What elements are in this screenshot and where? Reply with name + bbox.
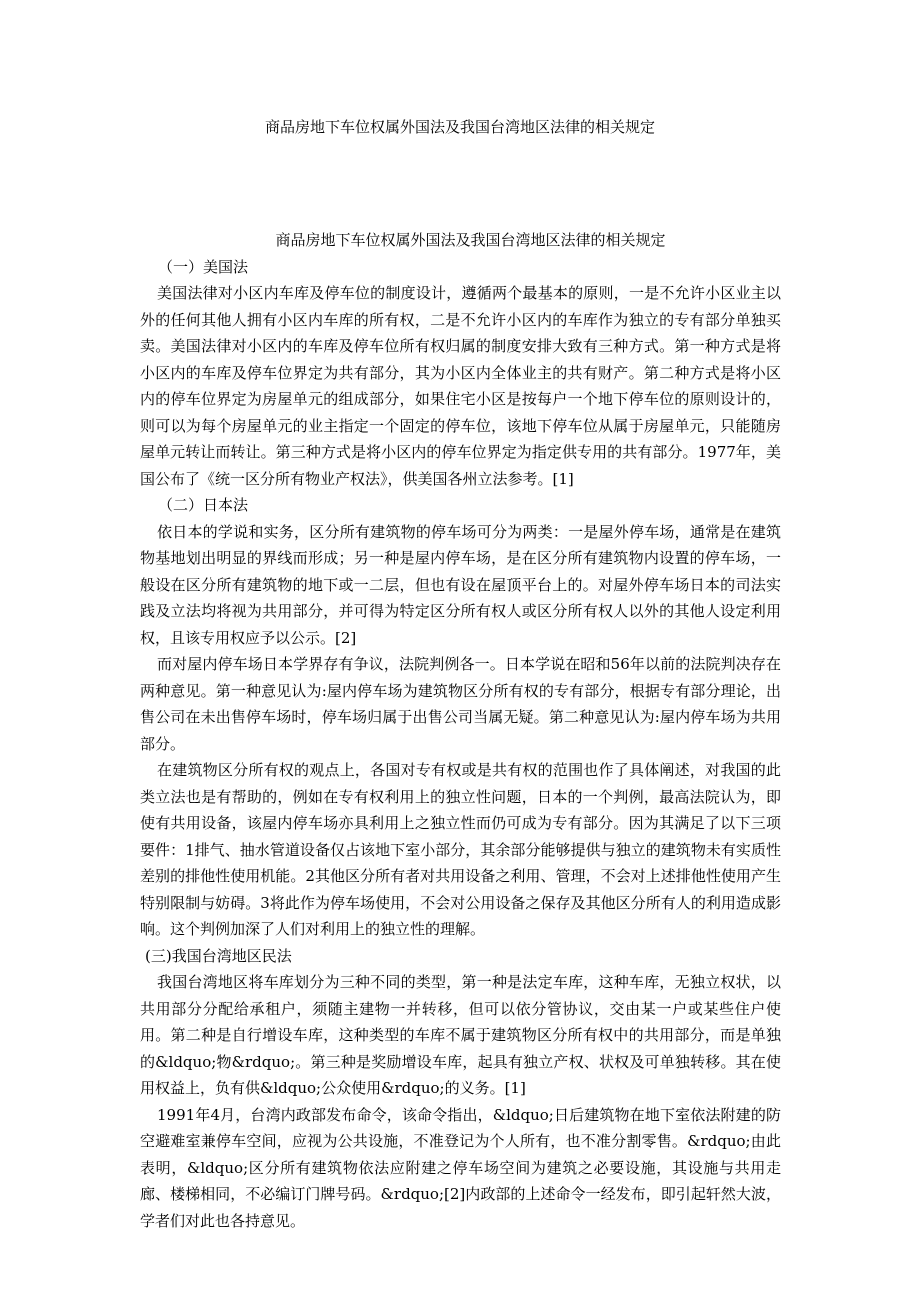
paragraph: 1991年4月，台湾内政部发布命令，该命令指出，&ldquo;日后建筑物在地下室依法附建的防空避难室兼停车空间，应视为公共设施，不准登记为个人所有，也不准分割零售。&rdquo;由此表明，&ldquo;区分所有建筑物依法应附建之停车场空间为建筑之必要设施，其设施与共用走廊、楼梯相同，不必编订门牌号码。&rdquo;[2]内政部的上述命令一经发布，即引起轩然大波，学者们对此也各持意见。 [140, 1105, 781, 1230]
paragraph: 而对屋内停车场日本学界存有争议，法院判例各一。日本学说在昭和56年以前的法院判决存在两种意见。第一种意见认为:屋内停车场为建筑物区分所有权的专有部分，根据专有部分理论，出售公司在未出售停车场时，停车场归属于出售公司当属无疑。第二种意见认为:屋内停车场为共用部分。 [140, 655, 781, 753]
paragraph: 美国法律对小区内车库及停车位的制度设计，遵循两个最基本的原则，一是不允许小区业主以外的任何其他人拥有小区内车库的所有权，二是不允许小区内的车库作为独立的专有部分单独买卖。美国法律对小区内的车库及停车位所有权归属的制度安排大致有三种方式。第一种方式是将小区内的车库及停车位界定为共有部分，其为小区内全体业主的共有财产。第二种方式是将小区内的停车位界定为房屋单元的组成部分，如果住宅小区是按每户一个地下停车位的原则设计的，则可以为每个房屋单元的业主指定一个固定的停车位，该地下停车位从属于房屋单元，只能随房屋单元转让而转让。第三种方式是将小区内的停车位界定为指定供专用的共有部分。1977年，美国公布了《统一区分所有物业产权法》，供美国各州立法参考。[1] [140, 284, 781, 488]
paragraph: 依日本的学说和实务，区分所有建筑物的停车场可分为两类：一是屋外停车场，通常是在建筑物基地划出明显的界线而形成；另一种是屋内停车场，是在区分所有建筑物内设置的停车场，一般设在区分所有建筑物的地下或一二层，但也有设在屋顶平台上的。对屋外停车场日本的司法实践及立法均将视为共用部分，并可得为特定区分所有权人或区分所有权人以外的其他人设定利用权，且该专用权应予以公示。[2] [140, 522, 781, 647]
section-heading-us: （一）美国法 [158, 257, 249, 276]
page-header-title: 商品房地下车位权属外国法及我国台湾地区法律的相关规定 [264, 118, 655, 136]
section-heading-japan: （二）日本法 [158, 496, 249, 514]
paragraph: 我国台湾地区将车库划分为三种不同的类型，第一种是法定车库，这种车库，无独立权状，以共用部分分配给承租户，须随主建物一并转移，但可以依分管协议，交由某一户或某些住户使用。第二种是自行增设车库，这种类型的车库不属于建筑物区分所有权中的共用部分，而是单独的&ldquo;物&rdquo;。第三种是奖励增设车库，起具有独立产权、状权及可单独转移。其在使用权益上，负有供&ldquo;公众使用&rdquo;的义务。[1] [140, 973, 781, 1097]
paragraph: 在建筑物区分所有权的观点上，各国对专有权或是共有权的范围也作了具体阐述，对我国的此类立法也是有帮助的，例如在专有权利用上的独立性问题，日本的一个判例，最高法院认为，即使有共用设备，该屋内停车场亦具利用上之独立性而仍可成为专有部分。因为其满足了以下三项要件：1排气、抽水管道设备仅占该地下室小部分，其余部分能够提供与独立的建筑物未有实质性差别的排他性使用机能。2其他区分所有者对共用设备之利用、管理，不会对上述排他性使用产生特别限制与妨碍。3将此作为停车场使用，不会对公用设备之保存及其他区分所有人的利用造成影响。这个判例加深了人们对利用上的独立性的理解。 [140, 761, 781, 938]
document-body [140, 227, 781, 1234]
section-heading-taiwan: (三)我国台湾地区民法 [145, 946, 292, 965]
document-title: 商品房地下车位权属外国法及我国台湾地区法律的相关规定 [275, 231, 666, 249]
